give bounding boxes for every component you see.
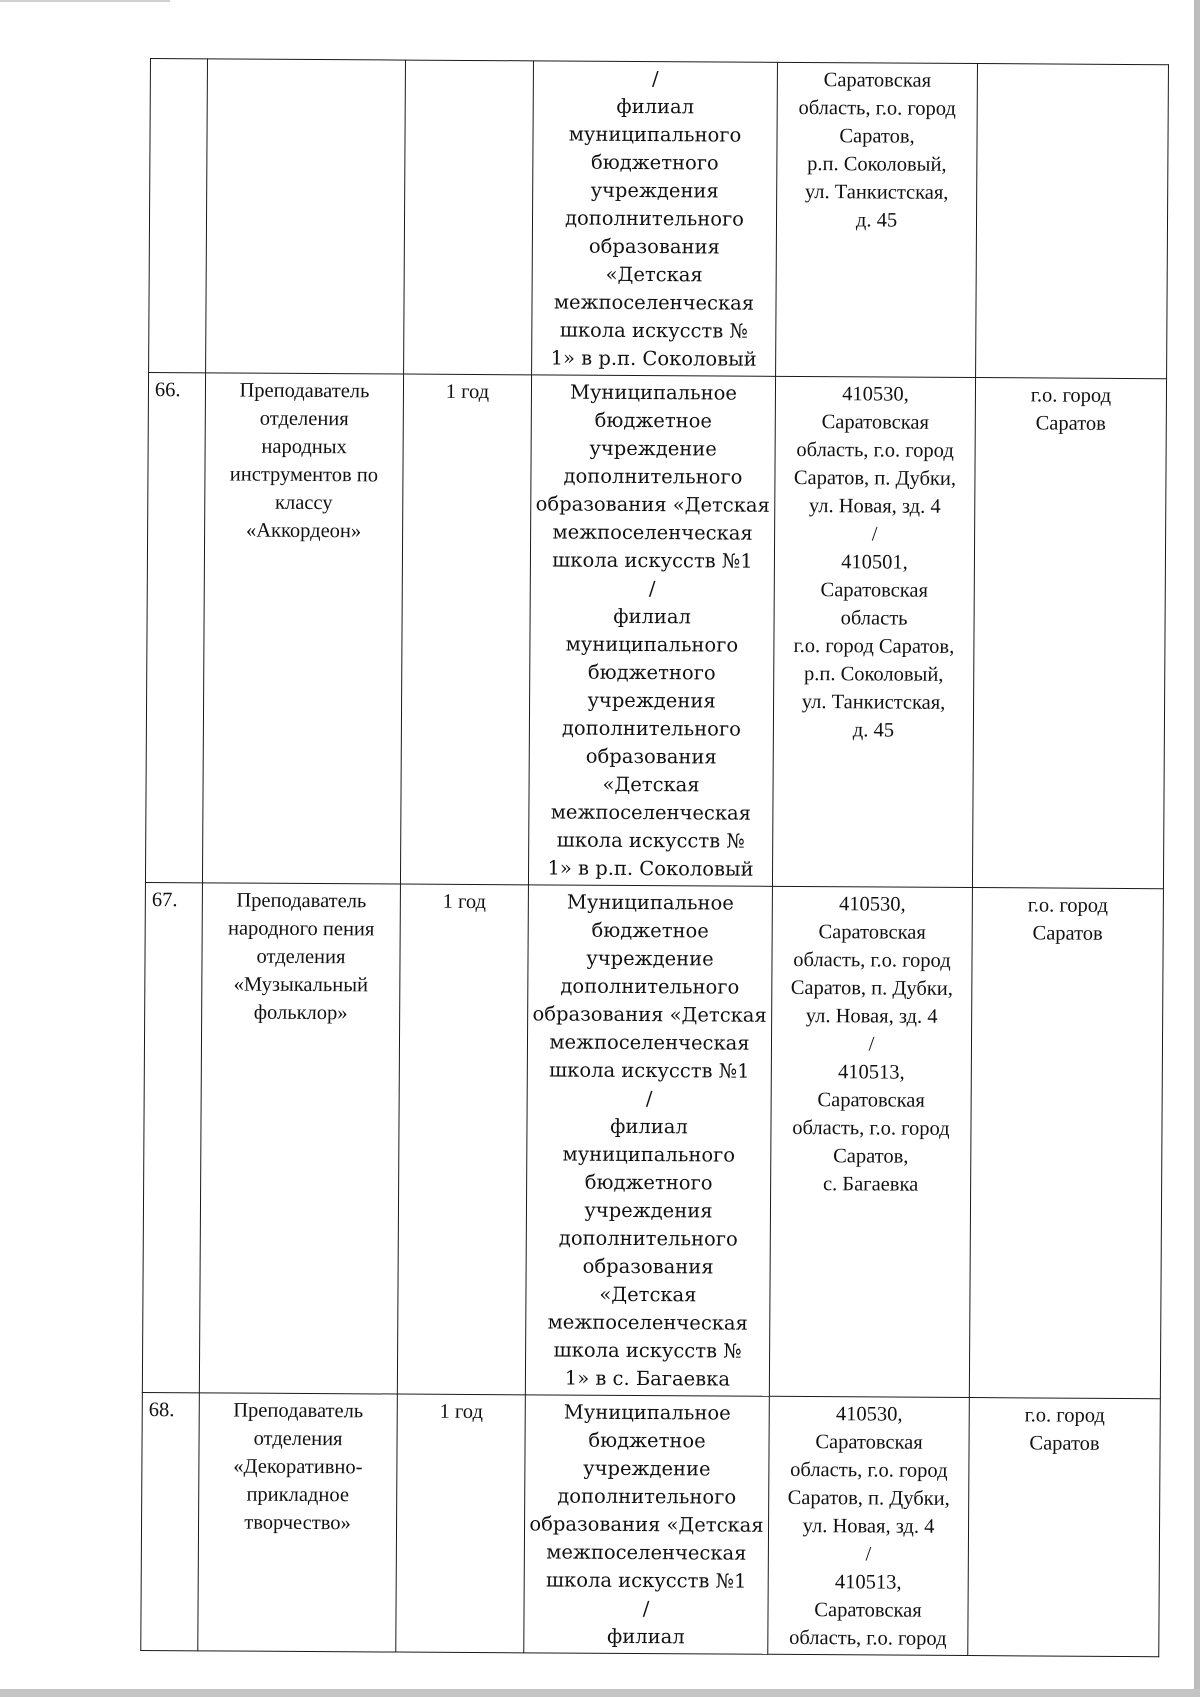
position-line: Преподаватель — [239, 379, 370, 403]
address-cell — [769, 886, 972, 1397]
org-line: школа искусств № — [559, 318, 748, 343]
addr-line: область, г.о. город — [796, 438, 954, 462]
addr-line: с. Багаевка — [822, 1173, 919, 1196]
org-line: Муниципальное — [569, 380, 737, 405]
org-line: дополнительного — [561, 716, 741, 741]
org-line: 1» в р.п. Соколовый — [547, 856, 754, 881]
position-line: народного пения — [227, 917, 375, 941]
position-line: творчество» — [244, 1511, 351, 1535]
region-line: Саратов — [1035, 412, 1106, 435]
position-cell — [202, 373, 403, 884]
org-line: бюджетного — [584, 1170, 713, 1195]
org-line: дополнительного — [565, 206, 745, 231]
org-line: бюджетного — [590, 150, 719, 175]
row-number — [149, 59, 208, 373]
addr-line: 410530, — [838, 893, 906, 916]
org-line: школа искусств № — [553, 1338, 742, 1363]
region-line: Саратов — [1032, 922, 1103, 945]
addr-line: д. 45 — [852, 719, 895, 742]
term-cell — [404, 60, 534, 375]
term-cell: 1 год — [397, 884, 528, 1395]
region-line: г.о. город — [1027, 894, 1109, 917]
org-line: бюджетное — [591, 918, 709, 943]
org-line: дополнительного — [558, 1226, 738, 1251]
position-line: отделения — [256, 945, 346, 969]
addr-line: область, г.о. город — [792, 1116, 950, 1140]
region-cell — [969, 888, 1163, 1399]
org-line: образования «Детская — [529, 1512, 764, 1537]
addr-line: ул. Танкистская, — [801, 690, 946, 714]
addr-line: Саратовская — [817, 1089, 925, 1112]
org-line: образования «Детская — [532, 1002, 767, 1027]
address-cell — [768, 1396, 970, 1655]
org-line: межпоселенческая — [552, 520, 753, 545]
region-cell — [972, 378, 1166, 889]
position-line: «Декоративно- — [233, 1455, 363, 1479]
addr-line: область, г.о. город — [793, 948, 951, 972]
scan-edge-top — [0, 0, 170, 2]
org-line: бюджетного — [587, 660, 716, 685]
position-line: «Музыкальный — [233, 973, 369, 997]
table-row — [141, 1392, 1161, 1656]
position-line: отделения — [253, 1427, 343, 1451]
position-line: классу — [274, 491, 333, 515]
addr-line: ул. Новая, зд. 4 — [805, 1005, 938, 1028]
position-cell — [198, 1393, 398, 1652]
org-line: образования «Детская — [535, 492, 770, 517]
table-row — [145, 372, 1166, 888]
table-body — [141, 59, 1169, 1657]
addr-line: Саратовская — [814, 1599, 922, 1622]
position-line: Преподаватель — [233, 1399, 364, 1423]
addr-line: 410530, — [835, 1403, 903, 1426]
addr-line: Саратов, — [833, 1145, 909, 1168]
position-line: отделения — [259, 407, 349, 431]
organization-cell — [532, 61, 778, 376]
row-number: 68. — [141, 1392, 200, 1650]
position-line: народных — [261, 435, 347, 459]
org-line: филиал — [606, 1624, 685, 1649]
addr-line: Саратовская — [818, 921, 926, 944]
org-line: межпоселенческая — [546, 1540, 747, 1565]
org-line: дополнительного — [557, 1484, 737, 1509]
org-line: 1» в р.п. Соколовый — [550, 346, 757, 371]
row-number: 67. — [142, 882, 202, 1392]
addr-line: Саратов, п. Дубки, — [793, 466, 957, 490]
org-line: межпоселенческая — [549, 1030, 750, 1055]
addr-line: / — [868, 1033, 875, 1056]
addr-line: д. 45 — [855, 209, 898, 232]
org-line: филиал — [616, 94, 695, 119]
region-line: Саратов — [1029, 1432, 1100, 1455]
organization-cell — [524, 1395, 770, 1654]
addr-line: р.п. Соколовый, — [803, 663, 944, 686]
org-line: муниципального — [562, 1142, 736, 1167]
org-line: школа искусств №1 — [545, 1568, 747, 1593]
addr-line: р.п. Соколовый, — [807, 153, 947, 176]
position-line: Преподаватель — [236, 889, 367, 913]
org-line: «Детская — [602, 772, 700, 797]
addr-line: Саратовская — [815, 1431, 923, 1454]
org-line: дополнительного — [560, 974, 740, 999]
region-cell — [976, 64, 1169, 379]
addr-line: ул. Новая, зд. 4 — [802, 1515, 935, 1538]
addr-line: Саратовская — [820, 579, 929, 602]
addr-line: область, г.о. город — [798, 96, 956, 120]
addr-line: 410513, — [837, 1061, 905, 1084]
org-line: межпоселенческая — [553, 290, 755, 315]
scan-edge-right — [1194, 0, 1200, 1697]
organization-cell — [528, 375, 775, 886]
org-line: Муниципальное — [563, 1400, 731, 1425]
term-cell: 1 год — [400, 374, 531, 885]
region-line: г.о. город — [1024, 1404, 1105, 1427]
addr-line: Саратовская — [823, 69, 932, 92]
vacancy-table — [140, 58, 1169, 1657]
position-cell — [199, 883, 400, 1394]
org-line: образования — [585, 744, 717, 769]
org-line: «Детская — [605, 262, 703, 287]
addr-line: Саратов, п. Дубки, — [790, 976, 953, 1000]
org-line: межпоселенческая — [550, 800, 752, 825]
org-line: школа искусств №1 — [552, 548, 753, 573]
org-line: муниципального — [565, 632, 739, 657]
table-row — [149, 59, 1169, 379]
org-line: филиал — [610, 1114, 688, 1139]
position-line: фольклор» — [253, 1001, 348, 1025]
org-line: учреждения — [584, 1198, 713, 1223]
org-line: бюджетное — [588, 1428, 706, 1453]
org-line: учреждение — [589, 436, 717, 461]
region-cell — [968, 1398, 1161, 1657]
org-line: учреждения — [590, 178, 719, 203]
addr-line: г.о. город Саратов, — [793, 634, 955, 658]
org-line: образования — [588, 234, 720, 259]
addr-line: 410513, — [834, 1571, 902, 1594]
org-line: дополнительного — [563, 464, 743, 489]
address-cell — [776, 62, 978, 377]
position-line: инструментов по — [229, 463, 379, 487]
org-line: / — [648, 577, 656, 601]
org-line: учреждение — [586, 946, 714, 971]
addr-line: / — [865, 1543, 872, 1566]
org-line: Муниципальное — [566, 890, 734, 915]
addr-line: Саратовская — [821, 411, 930, 434]
org-line: учреждение — [583, 1456, 711, 1481]
org-line: 1» в с. Багаевка — [564, 1366, 731, 1391]
org-line: / — [645, 1087, 653, 1111]
row-number: 66. — [145, 372, 205, 882]
addr-line: область, г.о. город — [789, 1626, 947, 1650]
org-line: муниципального — [568, 122, 742, 147]
org-line: школа искусств №1 — [548, 1058, 750, 1083]
org-line: «Детская — [599, 1282, 697, 1307]
addr-line: Саратов, п. Дубки, — [787, 1486, 950, 1510]
position-cell — [206, 59, 406, 374]
addr-line: / — [871, 523, 878, 546]
org-line: межпоселенческая — [547, 1310, 748, 1335]
address-cell — [772, 376, 975, 887]
addr-line: ул. Новая, зд. 4 — [808, 495, 941, 518]
position-line: прикладное — [246, 1483, 350, 1507]
scan-edge-bottom — [0, 1689, 1200, 1697]
addr-line: ул. Танкистская, — [804, 181, 949, 204]
org-line: / — [652, 67, 659, 91]
org-line: учреждения — [587, 688, 716, 713]
addr-line: область, г.о. город — [790, 1458, 948, 1482]
position-line: «Аккордеон» — [245, 519, 362, 543]
addr-line: Саратов, — [839, 125, 915, 148]
org-line: / — [642, 1597, 650, 1621]
addr-line: область — [840, 607, 908, 630]
region-line: г.о. город — [1030, 384, 1112, 407]
addr-line: 410530, — [842, 383, 909, 406]
term-cell: 1 год — [396, 1394, 526, 1653]
org-line: школа искусств № — [556, 828, 745, 853]
org-line: образования — [582, 1254, 714, 1279]
org-line: филиал — [613, 604, 691, 629]
addr-line: 410501, — [841, 551, 908, 574]
org-line: бюджетное — [594, 408, 713, 433]
organization-cell — [525, 885, 772, 1396]
table-row — [142, 882, 1163, 1398]
